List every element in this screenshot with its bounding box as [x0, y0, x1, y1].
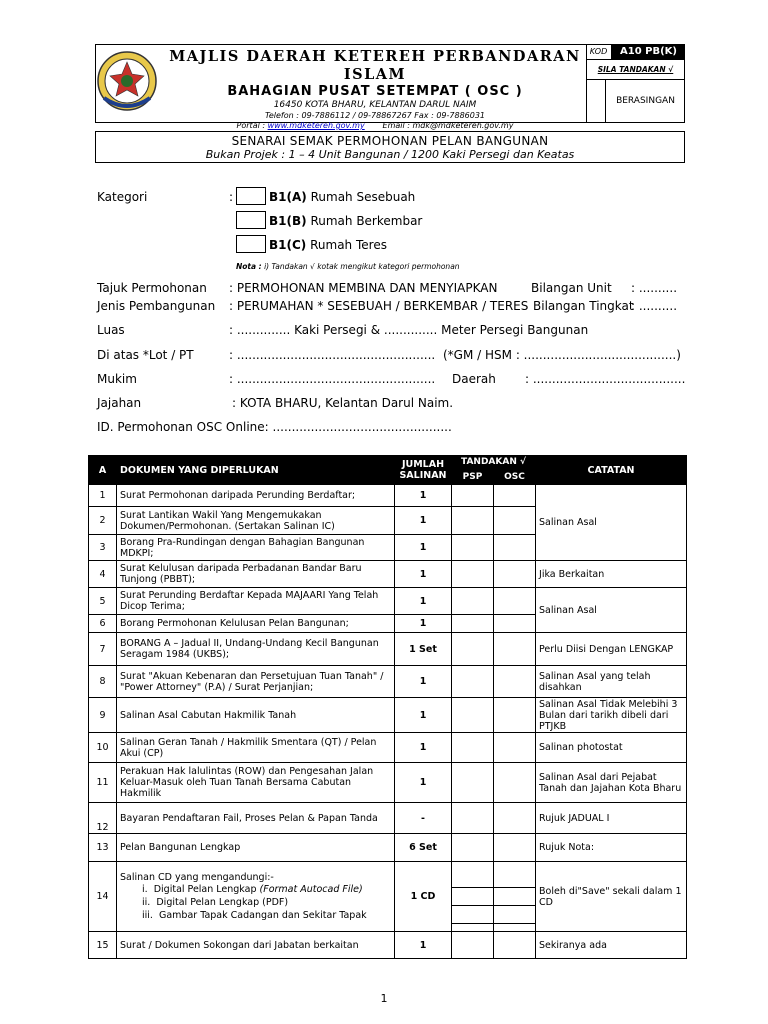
b1c-code: B1(C) [269, 238, 307, 252]
row-document: Borang Permohonan Kelulusan Pelan Bangunan; [117, 615, 395, 633]
row-note: Salinan photostat [536, 733, 687, 763]
psp-checkbox[interactable] [452, 666, 494, 698]
osc-checkbox[interactable] [494, 485, 536, 507]
email-line: Email : mdk@mdketereh.gov.my [382, 121, 514, 130]
row-note: Salinan Asal dari Pejabat Tanah dan Jajahan Kota Bharu [536, 763, 687, 803]
osc-checkbox[interactable] [494, 666, 536, 698]
row-note: Perlu Diisi Dengan LENGKAP [536, 633, 687, 666]
option-b1b [269, 214, 422, 228]
bil-unit-label: Bilangan Unit [531, 281, 612, 295]
phone-line: Telefon : 09-7886112 / 09-78867267 Fax : 09-7886031 [264, 111, 486, 120]
row-qty: 1 [395, 733, 452, 763]
osc-checkbox[interactable] [494, 763, 536, 803]
row-document: Borang Pra-Rundingan dengan Bahagian Bangunan MDKPI; [117, 535, 395, 561]
row-document: Surat Permohonan daripada Perunding Berdaftar; [117, 485, 395, 507]
row-number: 7 [89, 633, 117, 666]
b1c-text: Rumah Teres [310, 238, 387, 252]
row-qty: 1 [395, 615, 452, 633]
osc-id-line [97, 420, 452, 434]
osc-checkbox[interactable] [494, 633, 536, 666]
portal-label: Portal : [236, 121, 266, 130]
psp-checkbox[interactable] [452, 485, 494, 507]
portal-link[interactable]: www.mdketereh.gov.my [267, 121, 365, 130]
organization-heading [160, 48, 590, 131]
osc-checkbox[interactable] [494, 932, 536, 959]
jajahan-label: Jajahan [97, 396, 142, 410]
osc-checkbox[interactable] [494, 561, 536, 588]
checkbox-b1b[interactable] [236, 211, 266, 229]
row-number: 2 [89, 507, 117, 535]
org-name: MAJLIS DAERAH KETEREH PERBANDARAN ISLAM [169, 48, 581, 83]
row-qty: 1 [395, 588, 452, 615]
osc-id-label: ID. Permohonan OSC Online: [97, 420, 269, 434]
code-label: KOD [586, 44, 612, 60]
tajuk-label: Tajuk Permohonan [97, 281, 207, 295]
row-qty: - [395, 803, 452, 834]
separate-label: BERASINGAN [616, 96, 675, 106]
row14-item [142, 883, 391, 896]
header-a: A [89, 456, 117, 485]
row-note: Salinan Asal yang telah disahkan [536, 666, 687, 698]
luas-value[interactable]: : .............. Kaki Persegi & .............. Meter Persegi Bangunan [229, 323, 589, 337]
item-note: (Format Autocad File) [259, 883, 363, 895]
row-number: 6 [89, 615, 117, 633]
gm-hsm-value[interactable]: (*GM / HSM : ........................................) [443, 348, 681, 362]
row-note: Rujuk JADUAL I [536, 803, 687, 834]
osc-checkbox[interactable] [494, 733, 536, 763]
title-box [95, 131, 685, 163]
row-qty: 6 Set [395, 834, 452, 862]
nota-label: Nota : [236, 262, 262, 271]
osc-checkbox[interactable] [494, 535, 536, 561]
table-row [89, 862, 687, 932]
row-qty: 1 [395, 485, 452, 507]
header-tandakan: TANDAKAN √ [452, 456, 536, 470]
row-note: Boleh di"Save" sekali dalam 1 CD [536, 862, 687, 932]
jajahan-value: : KOTA BHARU, Kelantan Darul Naim. [232, 396, 454, 410]
row-number: 10 [89, 733, 117, 763]
row14-title: Salinan CD yang mengandungi:- [120, 871, 274, 883]
row-document: Bayaran Pendaftaran Fail, Proses Pelan & Papan Tanda [117, 803, 395, 834]
bil-tingkat-value[interactable]: : .......... [631, 299, 678, 313]
row-qty: 1 [395, 763, 452, 803]
row-document: Surat Lantikan Wakil Yang Mengemukakan Dokumen/Permohonan. (Sertakan Salinan IC) [117, 507, 395, 535]
osc-checkbox[interactable] [494, 803, 536, 834]
code-value: A10 PB(K) [612, 44, 685, 60]
lot-value[interactable]: : .................................................... [229, 348, 436, 362]
option-b1c [269, 238, 387, 252]
table-row [89, 698, 687, 733]
tajuk-value: : PERMOHONAN MEMBINA DAN MENYIAPKAN [229, 281, 498, 295]
documents-table [88, 455, 687, 959]
page-title: SENARAI SEMAK PERMOHONAN PELAN BANGUNAN [231, 134, 549, 148]
row-qty: 1 [395, 932, 452, 959]
address: 16450 KOTA BHARU, KELANTAN DARUL NAIM [273, 100, 477, 110]
daerah-value[interactable]: : ........................................ [525, 372, 686, 386]
table-row [89, 763, 687, 803]
row-note: Sekiranya ada [536, 932, 687, 959]
checkbox-b1a[interactable] [236, 187, 266, 205]
separate-checkbox[interactable] [587, 81, 604, 122]
row-qty: 1 [395, 666, 452, 698]
osc-checkbox[interactable] [494, 698, 536, 733]
portal-line [160, 121, 590, 131]
row-number: 12 [89, 803, 117, 834]
row-document: Salinan Geran Tanah / Hakmilik Smentara (QT) / Pelan Akui (CP) [117, 733, 395, 763]
psp-checkbox[interactable] [452, 561, 494, 588]
osc-checkbox-group[interactable] [494, 862, 536, 932]
row-document: Pelan Bangunan Lengkap [117, 834, 395, 862]
psp-checkbox[interactable] [452, 615, 494, 633]
row-document: Perakuan Hak lalulintas (ROW) dan Pengesahan Jalan Keluar-Masuk oleh Tuan Tanah Bersama Cabutan Hakmilik [117, 763, 395, 803]
department-name: BAHAGIAN PUSAT SETEMPAT ( OSC ) [227, 84, 523, 99]
page-number: 1 [380, 992, 388, 1005]
row-document: Surat "Akuan Kebenaran dan Persetujuan Tuan Tanah" / "Power Attorney" (P.A) / Surat Perjanjian; [117, 666, 395, 698]
row-number: 1 [89, 485, 117, 507]
psp-checkbox[interactable] [452, 535, 494, 561]
b1a-text: Rumah Sesebuah [310, 190, 416, 204]
b1b-code: B1(B) [269, 214, 307, 228]
header-catatan: CATATAN [536, 456, 687, 485]
table-row [89, 588, 687, 615]
b1a-code: B1(A) [269, 190, 307, 204]
kategori-label: Kategori [97, 190, 148, 204]
table-row [89, 666, 687, 698]
daerah-label: Daerah [452, 372, 496, 386]
osc-checkbox[interactable] [494, 615, 536, 633]
row-number: 8 [89, 666, 117, 698]
mukim-value[interactable]: : .................................................... [229, 372, 436, 386]
row-number: 4 [89, 561, 117, 588]
psp-checkbox[interactable] [452, 633, 494, 666]
table-row [89, 561, 687, 588]
row-number: 13 [89, 834, 117, 862]
row-note: Rujuk Nota: [536, 834, 687, 862]
psp-checkbox[interactable] [452, 803, 494, 834]
council-logo-icon [96, 48, 158, 114]
row-document: Surat Kelulusan daripada Perbadanan Bandar Baru Tunjong (PBBT); [117, 561, 395, 588]
row14-items [120, 883, 391, 922]
item-number: ii. [142, 896, 151, 908]
item-text: Gambar Tapak Cadangan dan Sekitar Tapak [159, 909, 367, 921]
item-number: i. [142, 883, 148, 895]
row14-item [142, 909, 391, 922]
page-subtitle: Bukan Projek : 1 – 4 Unit Bangunan / 1200 Kaki Persegi dan Keatas [205, 148, 575, 161]
psp-checkbox[interactable] [452, 834, 494, 862]
tick-instruction: SILA TANDAKAN √ [586, 60, 685, 80]
bil-tingkat-label: Bilangan Tingkat [533, 299, 634, 313]
mukim-label: Mukim [97, 372, 137, 386]
row-number: 5 [89, 588, 117, 615]
psp-checkbox[interactable] [452, 733, 494, 763]
table-row [89, 633, 687, 666]
row-qty: 1 [395, 507, 452, 535]
row-note: Jika Berkaitan [536, 561, 687, 588]
item-text: Digital Pelan Lengkap (PDF) [156, 896, 289, 908]
psp-checkbox[interactable] [452, 698, 494, 733]
option-b1a [269, 190, 415, 204]
psp-checkbox-group[interactable] [452, 862, 494, 932]
row-qty: 1 Set [395, 633, 452, 666]
b1b-text: Rumah Berkembar [310, 214, 423, 228]
psp-checkbox[interactable] [452, 588, 494, 615]
psp-checkbox[interactable] [452, 507, 494, 535]
jenis-label: Jenis Pembangunan [97, 299, 216, 313]
luas-label: Luas [97, 323, 125, 337]
row-document: BORANG A – Jadual II, Undang-Undang Kecil Bangunan Seragam 1984 (UKBS); [117, 633, 395, 666]
header-osc: OSC [494, 470, 536, 485]
bil-unit-value[interactable]: : .......... [631, 281, 678, 295]
row-number: 3 [89, 535, 117, 561]
psp-checkbox[interactable] [452, 763, 494, 803]
row-note: Salinan Asal [536, 485, 687, 561]
header-jumlah: JUMLAH SALINAN [395, 456, 452, 485]
row14-item [142, 896, 391, 909]
row-document: Surat / Dokumen Sokongan dari Jabatan berkaitan [117, 932, 395, 959]
row-note: Salinan Asal Tidak Melebihi 3 Bulan dari tarikh dibeli dari PTJKB [536, 698, 687, 733]
row-qty: 1 [395, 535, 452, 561]
table-row [89, 485, 687, 507]
nota [236, 262, 460, 271]
row-document: Salinan Asal Cabutan Hakmilik Tanah [117, 698, 395, 733]
kategori-colon: : [229, 190, 234, 204]
row-document: Surat Perunding Berdaftar Kepada MAJAARI Yang Telah Dicop Terima; [117, 588, 395, 615]
row-number: 14 [89, 862, 117, 932]
row-document [117, 862, 395, 932]
row-qty: 1 [395, 561, 452, 588]
row-number: 15 [89, 932, 117, 959]
item-number: iii. [142, 909, 153, 921]
psp-checkbox[interactable] [452, 932, 494, 959]
osc-checkbox[interactable] [494, 834, 536, 862]
item-text: Digital Pelan Lengkap [153, 883, 257, 895]
table-row [89, 803, 687, 834]
row-qty: 1 CD [395, 862, 452, 932]
jenis-value: : PERUMAHAN * SESEBUAH / BERKEMBAR / TERES [229, 299, 529, 313]
row-number: 11 [89, 763, 117, 803]
row-note: Salinan Asal [536, 588, 687, 633]
lot-label: Di atas *Lot / PT [97, 348, 194, 362]
row-number: 9 [89, 698, 117, 733]
table-row [89, 834, 687, 862]
osc-checkbox[interactable] [494, 507, 536, 535]
header-psp: PSP [452, 470, 494, 485]
row-qty: 1 [395, 698, 452, 733]
osc-id-value[interactable]: ............................................... [272, 420, 452, 434]
osc-checkbox[interactable] [494, 588, 536, 615]
nota-text: i) Tandakan √ kotak mengikut kategori permohonan [264, 262, 460, 271]
table-row [89, 733, 687, 763]
checkbox-b1c[interactable] [236, 235, 266, 253]
header-document: DOKUMEN YANG DIPERLUKAN [117, 456, 395, 485]
table-row [89, 932, 687, 959]
